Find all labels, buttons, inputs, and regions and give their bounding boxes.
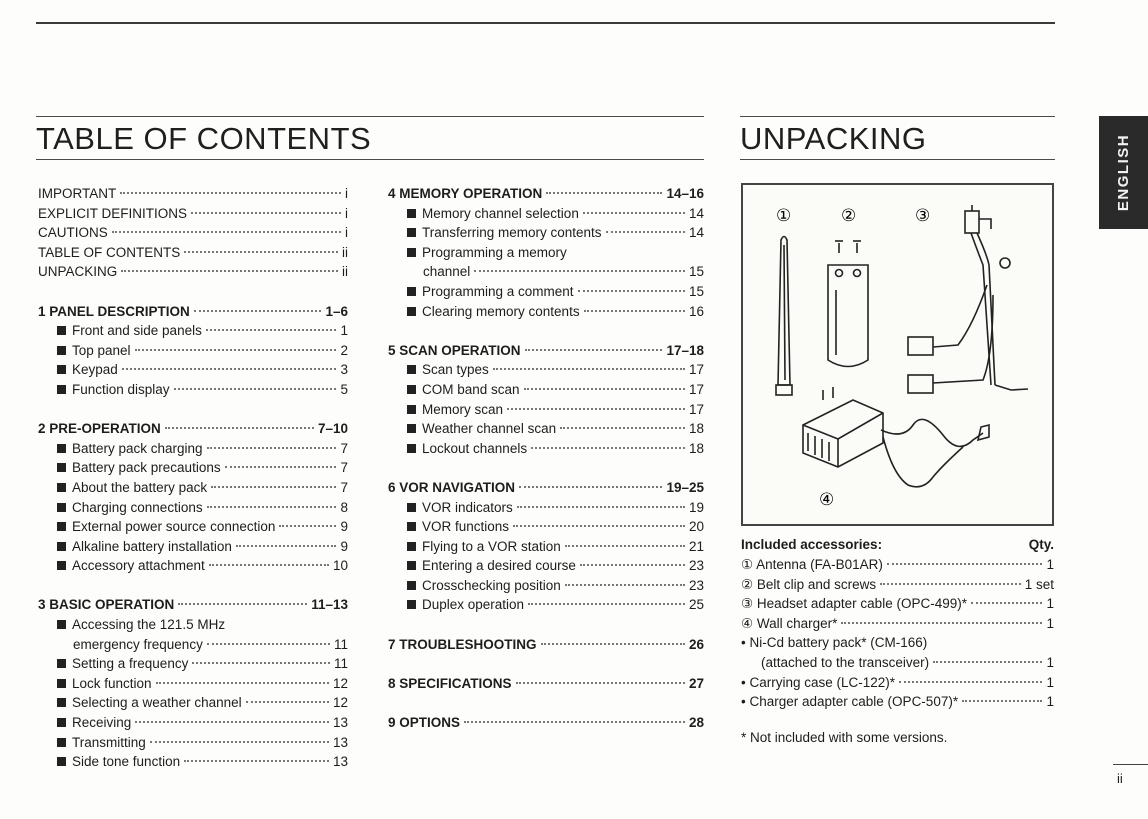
dot-leader: [209, 564, 329, 566]
dot-leader: [150, 741, 329, 743]
toc-entry-page: 11–13: [311, 597, 348, 613]
accessory-item: [741, 557, 1054, 577]
toc-entry-page: 17: [688, 381, 704, 397]
qty-header: Qty.: [1028, 537, 1054, 552]
square-bullet-icon: [57, 503, 66, 512]
toc-entry-page: 1: [340, 323, 348, 339]
toc-entry-title: COM band scan: [422, 381, 520, 397]
toc-entry: [38, 676, 348, 696]
toc-entry-title: Accessing the 121.5 MHz: [72, 617, 226, 633]
accessory-item: [741, 675, 1054, 695]
toc-entry-page: 21: [688, 538, 704, 554]
accessory-qty: 1 set: [1024, 576, 1054, 592]
toc-spacer: [388, 460, 704, 480]
toc-entry-page: i: [345, 225, 348, 241]
toc-entry: [388, 264, 704, 284]
dot-leader: [507, 408, 685, 410]
accessory-qty: 1: [1046, 596, 1054, 612]
toc-entry: [38, 206, 348, 226]
toc-entry: [38, 362, 348, 382]
toc-spacer: [388, 695, 704, 715]
toc-spacer: [38, 284, 348, 304]
toc-entry-title: UNPACKING: [38, 264, 118, 280]
toc-section-entry: [38, 421, 348, 441]
accessory-qty: 1: [1046, 615, 1054, 631]
dot-leader: [841, 622, 1042, 624]
toc-entry-title: Lockout channels: [422, 440, 528, 456]
toc-entry-title: channel: [423, 264, 471, 280]
toc-entry-title: About the battery pack: [72, 479, 208, 495]
toc-entry-title: VOR functions: [422, 519, 510, 535]
toc-entry-page: 13: [332, 715, 348, 731]
unpacking-title: UNPACKING: [740, 116, 1055, 160]
toc-entry-title: Battery pack charging: [72, 440, 203, 456]
toc-entry: [38, 735, 348, 755]
toc-entry-title: Front and side panels: [72, 323, 202, 339]
dot-leader: [178, 603, 307, 605]
toc-entry-title: 4 MEMORY OPERATION: [388, 186, 543, 201]
toc-entry-page: 7–10: [317, 421, 348, 437]
toc-entry-page: 26: [688, 636, 704, 652]
toc-entry-page: 17: [688, 401, 704, 417]
dot-leader: [525, 349, 663, 351]
accessories-header: Included accessories:: [741, 537, 883, 552]
dot-leader: [194, 310, 322, 312]
toc-entry: [38, 558, 348, 578]
toc-entry: [388, 558, 704, 578]
toc-entry: [388, 225, 704, 245]
dot-leader: [541, 643, 685, 645]
toc-entry-page: 15: [688, 283, 704, 299]
toc-entry-page: 14–16: [666, 186, 704, 201]
figure-label-4: ④: [819, 490, 835, 510]
toc-entry-page: 12: [332, 695, 348, 711]
toc-entry-title: Selecting a weather channel: [72, 695, 242, 711]
toc-entry: [38, 617, 348, 637]
toc-section-entry: [38, 304, 348, 324]
toc-entry: [38, 245, 348, 265]
accessories-illustration: [741, 183, 1054, 526]
toc-entry-title: 6 VOR NAVIGATION: [388, 479, 516, 495]
dot-leader: [493, 368, 685, 370]
toc-entry: [388, 284, 704, 304]
toc-entry: [38, 754, 348, 774]
dot-leader: [519, 486, 662, 488]
dot-leader: [156, 682, 329, 684]
toc-entry: [38, 186, 348, 206]
square-bullet-icon: [407, 228, 416, 237]
toc-entry-page: 13: [332, 754, 348, 770]
toc-entry-title: 3 BASIC OPERATION: [38, 597, 175, 613]
square-bullet-icon: [57, 757, 66, 766]
accessory-item: [741, 616, 1054, 636]
toc-entry-title: 1 PANEL DESCRIPTION: [38, 303, 190, 319]
accessory-item: [741, 694, 1054, 714]
toc-entry-title: Clearing memory contents: [422, 303, 580, 319]
accessories-drawing: [743, 185, 1052, 524]
square-bullet-icon: [57, 346, 66, 355]
accessory-qty: 1: [1046, 674, 1054, 690]
language-tab-label: ENGLISH: [1115, 133, 1132, 212]
dot-leader: [165, 427, 314, 429]
dot-leader: [578, 290, 685, 292]
square-bullet-icon: [407, 424, 416, 433]
dot-leader: [583, 212, 685, 214]
toc-entry-title: Transferring memory contents: [422, 225, 602, 241]
toc-entry-title: EXPLICIT DEFINITIONS: [38, 205, 188, 221]
toc-entry-title: Accessory attachment: [72, 558, 205, 574]
toc-entry: [38, 441, 348, 461]
dot-leader: [112, 231, 341, 233]
dot-leader: [246, 701, 329, 703]
toc-entry-title: Weather channel scan: [422, 421, 557, 437]
toc-entry-page: 12: [332, 675, 348, 691]
dot-leader: [207, 506, 337, 508]
toc-entry-title: Programming a memory: [422, 244, 567, 260]
square-bullet-icon: [57, 679, 66, 688]
toc-entry: [388, 597, 704, 617]
toc-entry: [38, 637, 348, 657]
toc-entry: [38, 323, 348, 343]
toc-entry-title: Receiving: [72, 715, 132, 731]
toc-entry-title: IMPORTANT: [38, 186, 117, 201]
toc-column-1: [38, 186, 348, 774]
dot-leader: [184, 760, 329, 762]
dot-leader: [880, 583, 1021, 585]
accessory-item: [741, 596, 1054, 616]
dot-leader: [135, 721, 329, 723]
square-bullet-icon: [407, 600, 416, 609]
toc-entry-page: 14: [688, 205, 704, 221]
accessory-items: [741, 557, 1054, 714]
toc-entry-title: External power source connection: [72, 519, 276, 535]
square-bullet-icon: [407, 209, 416, 218]
dot-leader: [971, 602, 1043, 604]
toc-entry-page: 18: [688, 440, 704, 456]
square-bullet-icon: [57, 561, 66, 570]
toc-entry-title: Entering a desired course: [422, 558, 576, 574]
toc-entry-page: 18: [688, 421, 704, 437]
dot-leader: [524, 388, 685, 390]
toc-entry: [388, 402, 704, 422]
toc-section-entry: [388, 676, 704, 696]
accessory-item: [741, 655, 1054, 675]
toc-entry-title: VOR indicators: [422, 499, 513, 515]
toc-entry-page: i: [345, 186, 348, 201]
square-bullet-icon: [407, 307, 416, 316]
toc-title: TABLE OF CONTENTS: [36, 116, 704, 160]
toc-entry-page: i: [345, 205, 348, 221]
accessory-name: ② Belt clip and screws: [741, 576, 877, 592]
toc-entry-page: 28: [688, 715, 704, 731]
headset-cable-drawing: [908, 205, 1028, 393]
dot-leader: [565, 584, 685, 586]
toc-entry-title: Charging connections: [72, 499, 203, 515]
toc-entry-title: 5 SCAN OPERATION: [388, 342, 521, 358]
toc-entry-page: 9: [340, 519, 348, 535]
dot-leader: [192, 662, 330, 664]
toc-entry: [38, 343, 348, 363]
dot-leader: [191, 212, 341, 214]
accessory-name: • Carrying case (LC-122)*: [741, 674, 896, 690]
toc-entry-title: Alkaline battery installation: [72, 538, 232, 554]
toc-entry-page: 11: [333, 636, 348, 652]
page-number: ii: [1113, 764, 1148, 786]
dot-leader: [174, 388, 337, 390]
square-bullet-icon: [57, 542, 66, 551]
dot-leader: [206, 329, 337, 331]
dot-leader: [122, 368, 337, 370]
toc-entry-title: Setting a frequency: [72, 656, 189, 672]
square-bullet-icon: [57, 522, 66, 531]
toc-entry-page: 20: [688, 519, 704, 535]
toc-entry: [388, 539, 704, 559]
toc-entry-page: 7: [340, 440, 348, 456]
toc-entry-title: 7 TROUBLESHOOTING: [388, 636, 537, 652]
toc-section-entry: [388, 637, 704, 657]
toc-entry-page: 10: [332, 558, 348, 574]
toc-entry: [38, 382, 348, 402]
toc-entry-page: 1–6: [325, 303, 348, 319]
dot-leader: [236, 545, 337, 547]
toc-entry: [38, 519, 348, 539]
toc-entry-page: 7: [340, 460, 348, 476]
square-bullet-icon: [407, 405, 416, 414]
toc-entry-page: 16: [688, 303, 704, 319]
dot-leader: [899, 681, 1042, 683]
square-bullet-icon: [407, 444, 416, 453]
dot-leader: [546, 192, 662, 194]
toc-entry-title: Lock function: [72, 675, 152, 691]
square-bullet-icon: [57, 698, 66, 707]
top-rule: [36, 22, 1055, 24]
toc-entry-title: Function display: [72, 381, 170, 397]
toc-entry: [388, 206, 704, 226]
accessory-name: ① Antenna (FA-B01AR): [741, 557, 883, 572]
dot-leader: [211, 486, 336, 488]
square-bullet-icon: [407, 385, 416, 394]
square-bullet-icon: [407, 287, 416, 296]
toc-entry: [38, 695, 348, 715]
toc-entry-page: 23: [688, 577, 704, 593]
accessory-item: [741, 635, 1054, 655]
square-bullet-icon: [57, 620, 66, 629]
toc-entry: [388, 441, 704, 461]
accessories-header-row: [741, 537, 1054, 557]
toc-entry-page: 25: [688, 597, 704, 613]
square-bullet-icon: [57, 738, 66, 747]
dot-leader: [606, 231, 685, 233]
toc-entry-page: 2: [340, 342, 348, 358]
toc-entry-title: Crosschecking position: [422, 577, 561, 593]
toc-entry-title: 9 OPTIONS: [388, 715, 461, 731]
toc-section-entry: [388, 186, 704, 206]
toc-entry-page: 9: [340, 538, 348, 554]
antenna-drawing: [776, 237, 792, 396]
square-bullet-icon: [407, 561, 416, 570]
toc-entry: [38, 500, 348, 520]
accessory-qty: 1: [1046, 654, 1054, 670]
toc-entry-title: TABLE OF CONTENTS: [38, 244, 181, 260]
toc-entry-title: Side tone function: [72, 754, 181, 770]
square-bullet-icon: [57, 483, 66, 492]
toc-entry-page: 17–18: [666, 342, 704, 358]
toc-entry-page: 15: [688, 264, 704, 280]
toc-entry-page: 3: [340, 362, 348, 378]
square-bullet-icon: [57, 659, 66, 668]
toc-entry-page: 19–25: [666, 479, 704, 495]
toc-column-2: [388, 186, 704, 735]
toc-entry: [388, 304, 704, 324]
square-bullet-icon: [57, 463, 66, 472]
dot-leader: [531, 447, 685, 449]
figure-label-2: ②: [841, 206, 857, 226]
dot-leader: [528, 603, 685, 605]
square-bullet-icon: [57, 385, 66, 394]
toc-entry-title: Scan types: [422, 362, 489, 378]
accessories-list: [741, 537, 1054, 745]
toc-entry-title: Memory scan: [422, 401, 504, 417]
toc-entry-page: ii: [342, 244, 348, 260]
toc-entry-title: CAUTIONS: [38, 225, 108, 241]
dot-leader: [120, 192, 341, 194]
toc-entry-page: 11: [333, 656, 348, 672]
toc-entry-page: 27: [688, 675, 704, 691]
toc-entry-page: 23: [688, 558, 704, 574]
toc-entry: [38, 480, 348, 500]
toc-spacer: [38, 578, 348, 598]
dot-leader: [135, 349, 337, 351]
toc-entry-title: Programming a comment: [422, 283, 574, 299]
figure-label-1: ①: [776, 206, 792, 226]
dot-leader: [517, 506, 685, 508]
dot-leader: [516, 682, 685, 684]
toc-section-entry: [38, 597, 348, 617]
dot-leader: [513, 525, 685, 527]
toc-spacer: [38, 402, 348, 422]
language-tab: [1099, 116, 1148, 229]
accessory-name: (attached to the transceiver): [761, 654, 930, 670]
toc-entry-title: emergency frequency: [73, 636, 203, 652]
accessory-name: • Ni-Cd battery pack* (CM-166): [741, 635, 928, 651]
toc-entry: [38, 539, 348, 559]
toc-entry-title: Top panel: [72, 342, 131, 358]
square-bullet-icon: [407, 542, 416, 551]
accessory-name: ④ Wall charger*: [741, 615, 838, 631]
dot-leader: [580, 564, 685, 566]
square-bullet-icon: [407, 581, 416, 590]
accessory-item: [741, 577, 1054, 597]
dot-leader: [933, 661, 1042, 663]
toc-entry-page: 19: [688, 499, 704, 515]
toc-entry: [388, 245, 704, 265]
toc-entry-title: Flying to a VOR station: [422, 538, 561, 554]
dot-leader: [464, 721, 685, 723]
accessory-qty: 1: [1046, 557, 1054, 572]
dot-leader: [207, 447, 337, 449]
toc-entry: [38, 656, 348, 676]
toc-entry-page: 5: [340, 381, 348, 397]
toc-section-entry: [388, 480, 704, 500]
dot-leader: [207, 643, 330, 645]
toc-entry-title: Duplex operation: [422, 597, 525, 613]
toc-entry: [388, 500, 704, 520]
toc-entry-page: 14: [688, 225, 704, 241]
toc-spacer: [388, 323, 704, 343]
toc-entry: [388, 421, 704, 441]
accessories-footnote: * Not included with some versions.: [741, 729, 948, 745]
dot-leader: [887, 563, 1043, 565]
toc-spacer: [388, 617, 704, 637]
toc-entry-page: 13: [332, 734, 348, 750]
toc-entry: [38, 225, 348, 245]
toc-entry: [38, 460, 348, 480]
toc-section-entry: [388, 715, 704, 735]
toc-entry-title: 8 SPECIFICATIONS: [388, 675, 512, 691]
accessory-name: ③ Headset adapter cable (OPC-499)*: [741, 596, 967, 612]
figure-label-3: ③: [915, 206, 931, 226]
square-bullet-icon: [57, 444, 66, 453]
toc-entry-page: ii: [342, 264, 348, 280]
toc-entry: [388, 519, 704, 539]
dot-leader: [279, 525, 336, 527]
toc-entry: [388, 382, 704, 402]
toc-entry-page: 17: [688, 362, 704, 378]
square-bullet-icon: [57, 326, 66, 335]
toc-entry-page: 8: [340, 499, 348, 515]
square-bullet-icon: [407, 365, 416, 374]
toc-entry-title: Battery pack precautions: [72, 460, 221, 476]
toc-entry-title: 2 PRE-OPERATION: [38, 421, 161, 437]
toc-entry-title: Memory channel selection: [422, 205, 579, 221]
toc-entry: [388, 578, 704, 598]
dot-leader: [560, 427, 685, 429]
square-bullet-icon: [407, 248, 416, 257]
toc-entry: [38, 715, 348, 735]
wall-charger-drawing: [803, 387, 989, 487]
toc-section-entry: [388, 343, 704, 363]
toc-entry: [388, 362, 704, 382]
square-bullet-icon: [57, 365, 66, 374]
toc-entry-title: Transmitting: [72, 734, 146, 750]
square-bullet-icon: [407, 503, 416, 512]
dot-leader: [962, 700, 1042, 702]
dot-leader: [565, 545, 685, 547]
belt-clip-drawing: [828, 241, 868, 367]
square-bullet-icon: [407, 522, 416, 531]
dot-leader: [584, 310, 685, 312]
dot-leader: [474, 270, 685, 272]
square-bullet-icon: [57, 718, 66, 727]
toc-entry-title: Keypad: [72, 362, 118, 378]
dot-leader: [225, 466, 337, 468]
toc-spacer: [388, 656, 704, 676]
dot-leader: [121, 270, 338, 272]
accessory-qty: 1: [1046, 694, 1054, 710]
accessory-name: • Charger adapter cable (OPC-507)*: [741, 694, 959, 710]
dot-leader: [184, 251, 338, 253]
toc-entry: [38, 264, 348, 284]
toc-entry-page: 7: [340, 479, 348, 495]
